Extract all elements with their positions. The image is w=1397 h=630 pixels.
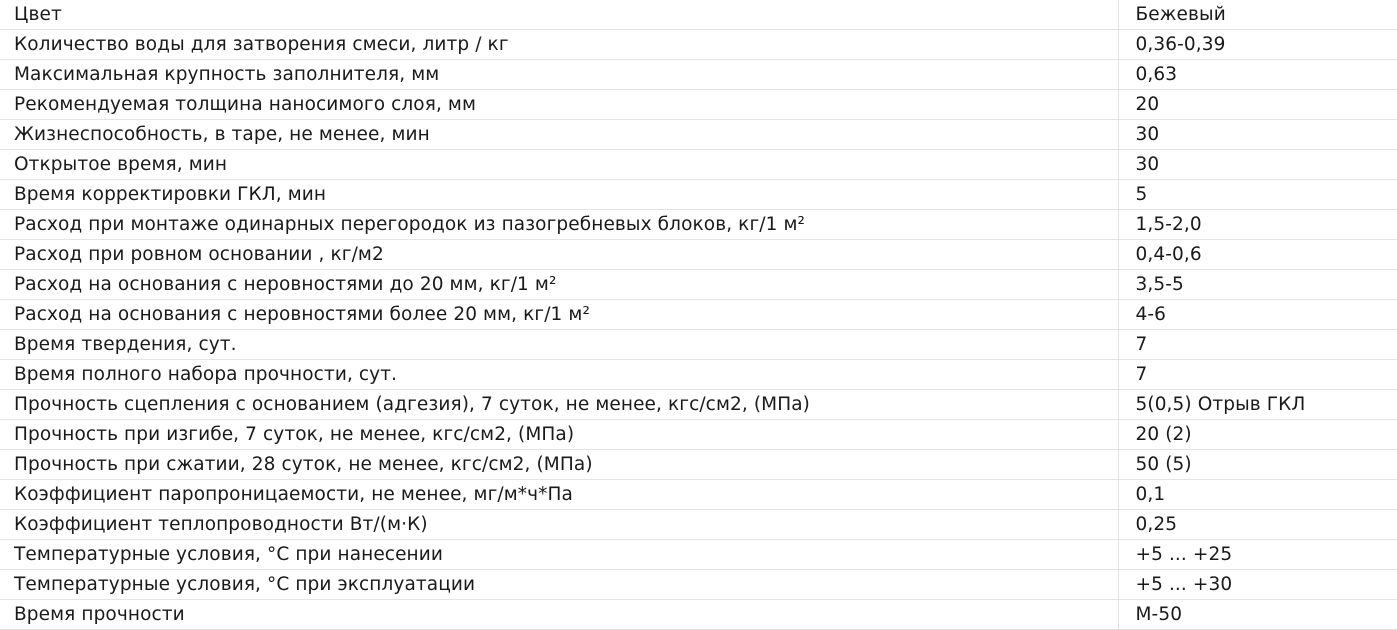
table-row xyxy=(0,330,1397,360)
table-row xyxy=(0,0,1397,30)
property-value: +5 ... +30 xyxy=(1118,570,1397,600)
property-label: Расход при монтаже одинарных перегородок из пазогребневых блоков, кг/1 м² xyxy=(0,210,1118,240)
property-value: Бежевый xyxy=(1118,0,1397,30)
property-value: М-50 xyxy=(1118,600,1397,630)
table-row xyxy=(0,570,1397,600)
table-row xyxy=(0,210,1397,240)
property-label: Прочность при изгибе, 7 суток, не менее, кгс/см2, (МПа) xyxy=(0,420,1118,450)
property-value: 0,4-0,6 xyxy=(1118,240,1397,270)
property-value: 4-6 xyxy=(1118,300,1397,330)
property-value: 3,5-5 xyxy=(1118,270,1397,300)
property-label: Температурные условия, °С при эксплуатации xyxy=(0,570,1118,600)
property-label: Время твердения, сут. xyxy=(0,330,1118,360)
property-label: Жизнеспособность, в таре, не менее, мин xyxy=(0,120,1118,150)
table-row xyxy=(0,540,1397,570)
property-label: Коэффициент паропроницаемости, не менее, мг/м*ч*Па xyxy=(0,480,1118,510)
property-label: Прочность сцепления с основанием (адгезия), 7 суток, не менее, кгс/см2, (МПа) xyxy=(0,390,1118,420)
property-label: Время полного набора прочности, сут. xyxy=(0,360,1118,390)
property-value: 50 (5) xyxy=(1118,450,1397,480)
table-row xyxy=(0,480,1397,510)
property-value: 7 xyxy=(1118,360,1397,390)
property-label: Открытое время, мин xyxy=(0,150,1118,180)
table-row xyxy=(0,60,1397,90)
table-row xyxy=(0,510,1397,540)
property-value: 1,5-2,0 xyxy=(1118,210,1397,240)
table-row xyxy=(0,300,1397,330)
property-label: Коэффициент теплопроводности Вт/(м·К) xyxy=(0,510,1118,540)
property-label: Расход на основания с неровностями более 20 мм, кг/1 м² xyxy=(0,300,1118,330)
table-row xyxy=(0,390,1397,420)
property-label: Температурные условия, °С при нанесении xyxy=(0,540,1118,570)
property-value: 0,36-0,39 xyxy=(1118,30,1397,60)
property-label: Количество воды для затворения смеси, литр / кг xyxy=(0,30,1118,60)
table-row xyxy=(0,240,1397,270)
property-label: Рекомендуемая толщина наносимого слоя, мм xyxy=(0,90,1118,120)
property-value: 7 xyxy=(1118,330,1397,360)
table-row xyxy=(0,360,1397,390)
property-value: 5 xyxy=(1118,180,1397,210)
table-row xyxy=(0,150,1397,180)
property-label: Время корректировки ГКЛ, мин xyxy=(0,180,1118,210)
property-value: 0,63 xyxy=(1118,60,1397,90)
property-value: 30 xyxy=(1118,120,1397,150)
table-row xyxy=(0,600,1397,630)
property-value: 20 xyxy=(1118,90,1397,120)
property-value: 0,25 xyxy=(1118,510,1397,540)
property-value: 5(0,5) Отрыв ГКЛ xyxy=(1118,390,1397,420)
property-value: 0,1 xyxy=(1118,480,1397,510)
property-value: +5 ... +25 xyxy=(1118,540,1397,570)
table-row xyxy=(0,90,1397,120)
table-row xyxy=(0,120,1397,150)
table-row xyxy=(0,270,1397,300)
property-label: Расход при ровном основании , кг/м2 xyxy=(0,240,1118,270)
property-label: Цвет xyxy=(0,0,1118,30)
property-label: Прочность при сжатии, 28 суток, не менее, кгс/см2, (МПа) xyxy=(0,450,1118,480)
table-row xyxy=(0,30,1397,60)
property-value: 20 (2) xyxy=(1118,420,1397,450)
table-row xyxy=(0,450,1397,480)
property-label: Расход на основания с неровностями до 20 мм, кг/1 м² xyxy=(0,270,1118,300)
property-label: Максимальная крупность заполнителя, мм xyxy=(0,60,1118,90)
property-label: Время прочности xyxy=(0,600,1118,630)
table-row xyxy=(0,420,1397,450)
property-value: 30 xyxy=(1118,150,1397,180)
table-row xyxy=(0,180,1397,210)
